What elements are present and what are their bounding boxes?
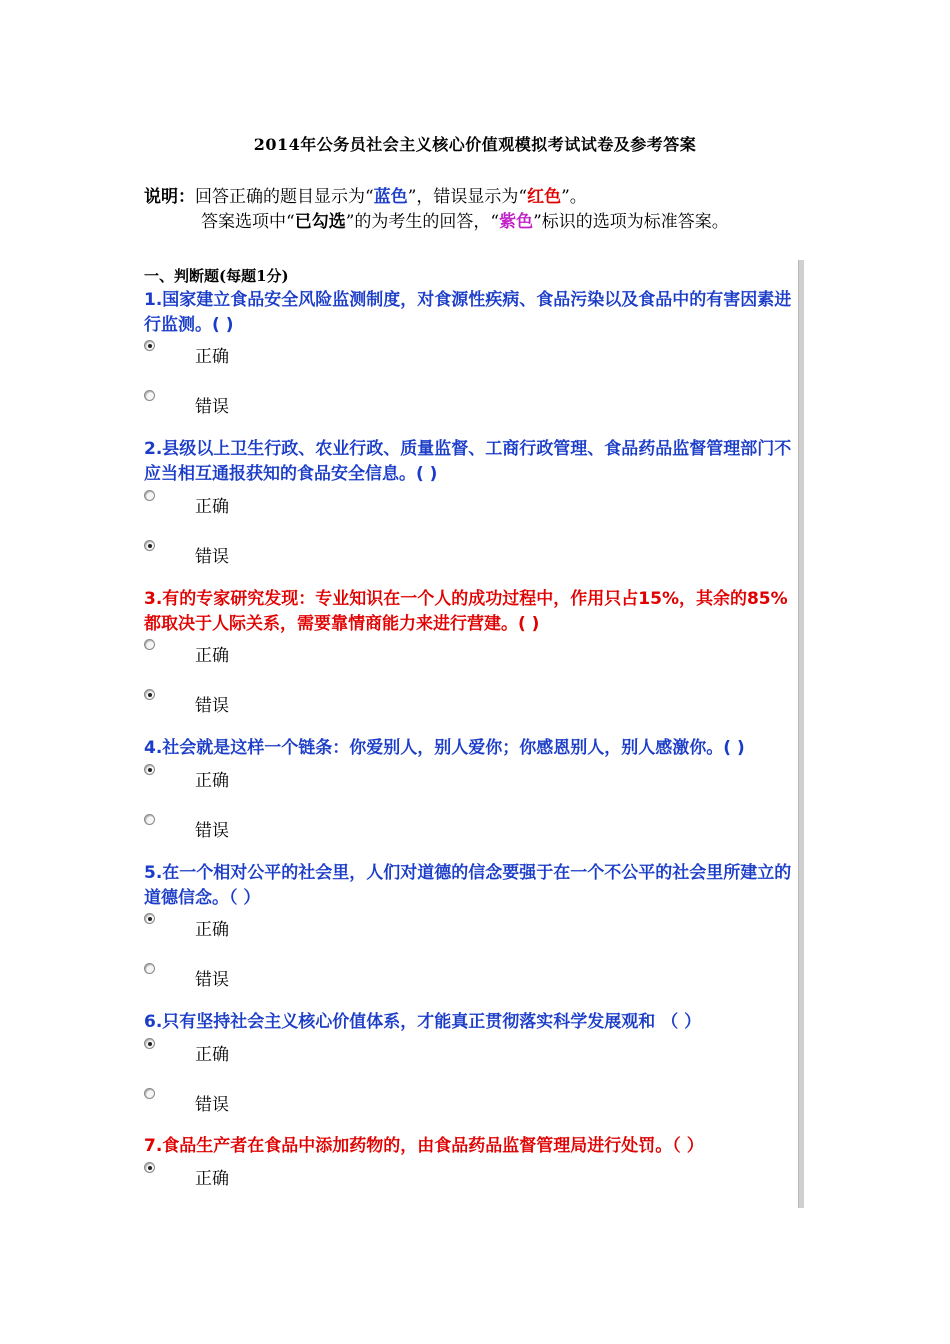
option-label: 错误 bbox=[195, 1095, 229, 1115]
radio-button[interactable] bbox=[144, 814, 155, 825]
radio-button[interactable] bbox=[144, 390, 155, 401]
checked-word: 已勾选 bbox=[294, 212, 346, 232]
radio-button[interactable] bbox=[144, 1162, 155, 1173]
question-text: 6.只有坚持社会主义核心价值体系，才能真正贯彻落实科学发展观和 （ ） bbox=[144, 1012, 702, 1032]
question-text: 4.社会就是这样一个链条：你爱别人，别人爱你；你感恩别人，别人感激你。( ) bbox=[144, 738, 745, 758]
question-text: 3.有的专家研究发现：专业知识在一个人的成功过程中，作用只占15%，其余的85%都取决于人际关系，需要靠情商能力来进行营建。( ) bbox=[144, 589, 788, 634]
question-text: 2.县级以上卫生行政、农业行政、质量监督、工商行政管理、食品药品监督管理部门不应当相互通报获知的食品安全信息。( ) bbox=[144, 439, 792, 484]
instructions-text: 回答正确的题目显示为“ bbox=[195, 187, 374, 207]
option-label: 正确 bbox=[195, 497, 229, 517]
red-color-word: 红色 bbox=[527, 187, 562, 207]
instructions-line-2 bbox=[144, 209, 804, 235]
scrollbar[interactable] bbox=[798, 260, 804, 1208]
radio-button[interactable] bbox=[144, 689, 155, 700]
radio-button[interactable] bbox=[144, 764, 155, 775]
radio-button[interactable] bbox=[144, 490, 155, 501]
option-label: 正确 bbox=[195, 920, 229, 940]
instructions-line-1 bbox=[144, 184, 804, 210]
radio-button[interactable] bbox=[144, 1088, 155, 1099]
option-label: 正确 bbox=[195, 646, 229, 666]
option-label: 正确 bbox=[195, 1045, 229, 1065]
radio-button[interactable] bbox=[144, 913, 155, 924]
option-label: 正确 bbox=[195, 347, 229, 367]
page-title: 2014年公务员社会主义核心价值观模拟考试试卷及参考答案 bbox=[253, 135, 697, 154]
instructions-text: ”标识的选项为标准答案。 bbox=[533, 212, 729, 232]
option-label: 错误 bbox=[195, 547, 229, 567]
radio-button[interactable] bbox=[144, 540, 155, 551]
option-label: 错误 bbox=[195, 821, 229, 841]
option-label: 错误 bbox=[195, 397, 229, 417]
instructions-text: ”的为考生的回答，“ bbox=[345, 212, 500, 232]
section-title: 一、判断题(每题1分) bbox=[144, 267, 289, 285]
purple-color-word: 紫色 bbox=[499, 212, 534, 232]
question-text: 1.国家建立食品安全风险监测制度，对食源性疾病、食品污染以及食品中的有害因素进行监测。( ) bbox=[144, 290, 792, 335]
option-label: 错误 bbox=[195, 970, 229, 990]
instructions-text: ”，错误显示为“ bbox=[407, 187, 528, 207]
radio-button[interactable] bbox=[144, 1038, 155, 1049]
instructions-text: 答案选项中“ bbox=[201, 212, 295, 232]
blue-color-word: 蓝色 bbox=[373, 187, 408, 207]
radio-button[interactable] bbox=[144, 639, 155, 650]
instructions-label: 说明： bbox=[144, 187, 195, 207]
instructions-text: ”。 bbox=[561, 187, 587, 207]
question-text: 5.在一个相对公平的社会里，人们对道德的信念要强于在一个不公平的社会里所建立的道德信念。（ ） bbox=[144, 863, 792, 908]
option-label: 正确 bbox=[195, 771, 229, 791]
option-label: 正确 bbox=[195, 1169, 229, 1189]
question-text: 7.食品生产者在食品中添加药物的，由食品药品监督管理局进行处罚。（ ） bbox=[144, 1136, 704, 1156]
option-label: 错误 bbox=[195, 696, 229, 716]
radio-button[interactable] bbox=[144, 963, 155, 974]
radio-button[interactable] bbox=[144, 340, 155, 351]
